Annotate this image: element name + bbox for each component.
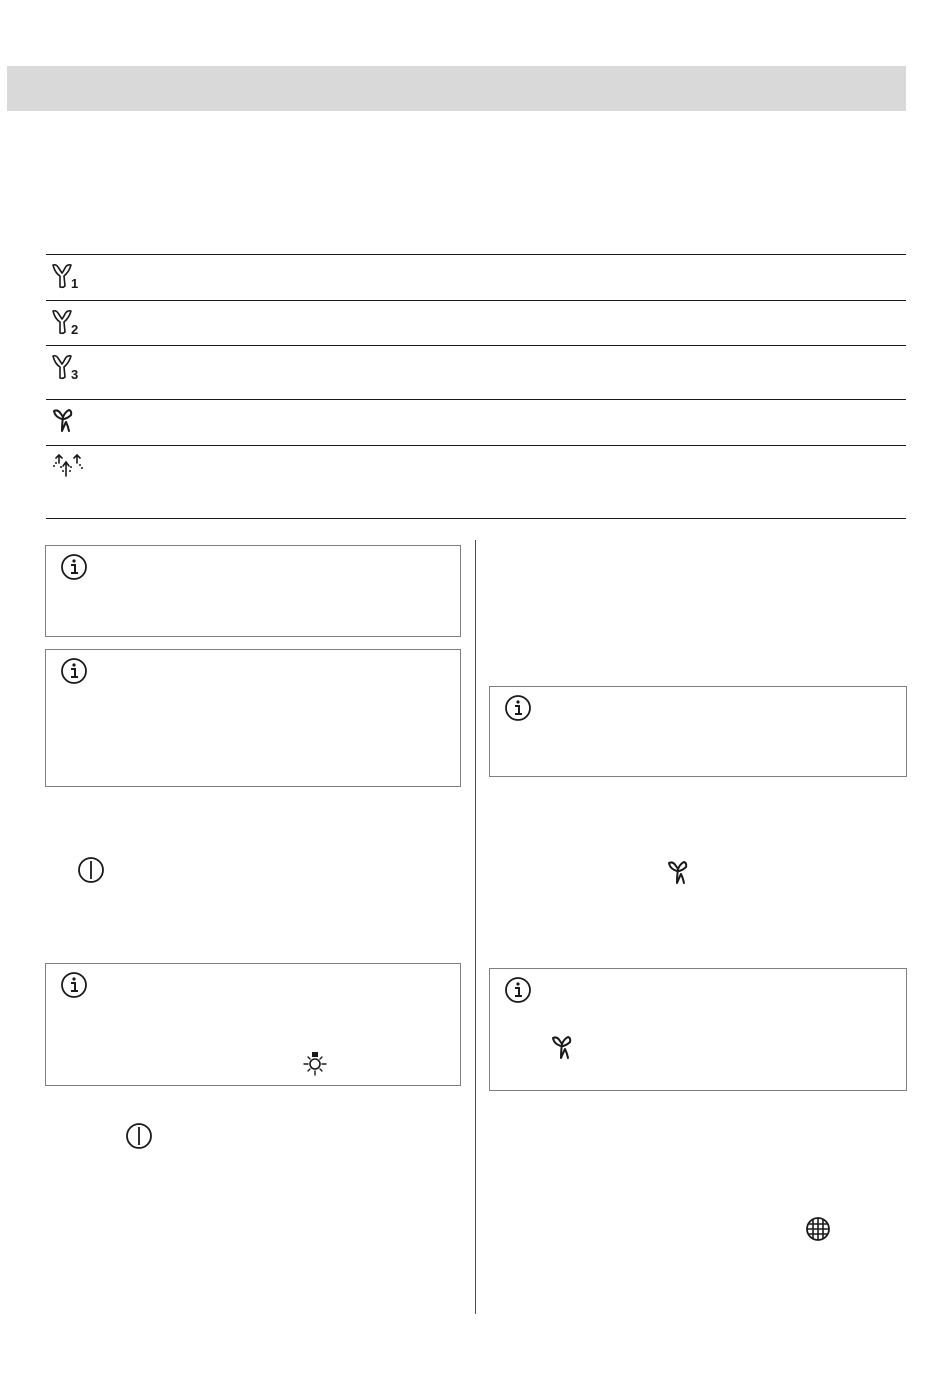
fan-boost-icon — [50, 406, 80, 434]
info-icon — [60, 971, 88, 1004]
info-note — [489, 968, 907, 1091]
power-icon — [77, 856, 105, 884]
info-note — [45, 649, 461, 787]
info-icon — [60, 657, 88, 690]
fan-speed-subscript: 3 — [71, 367, 79, 381]
info-icon — [60, 553, 88, 586]
info-note — [45, 963, 461, 1086]
grease-filter-icon — [804, 1215, 832, 1243]
power-icon — [125, 1122, 153, 1150]
table-rule — [46, 300, 906, 301]
info-icon — [504, 976, 532, 1009]
table-rule-bottom — [46, 518, 906, 519]
header-bar — [7, 66, 906, 111]
fan-boost-icon — [549, 1033, 579, 1061]
info-note — [45, 545, 461, 637]
info-note — [489, 686, 907, 777]
fan-speed-subscript: 1 — [71, 276, 79, 290]
fan-speed-subscript: 2 — [71, 322, 79, 336]
fan-speed-1-icon — [50, 262, 84, 290]
info-icon — [504, 694, 532, 727]
column-divider — [475, 540, 476, 1314]
light-bulb-icon — [301, 1050, 329, 1078]
table-rule — [46, 399, 906, 400]
steam-extraction-icon — [50, 452, 86, 480]
table-rule-top — [46, 254, 906, 255]
fan-boost-icon — [665, 858, 695, 886]
table-rule — [46, 345, 906, 346]
fan-speed-3-icon — [50, 353, 84, 381]
table-rule — [46, 445, 906, 446]
fan-speed-2-icon — [50, 308, 84, 336]
